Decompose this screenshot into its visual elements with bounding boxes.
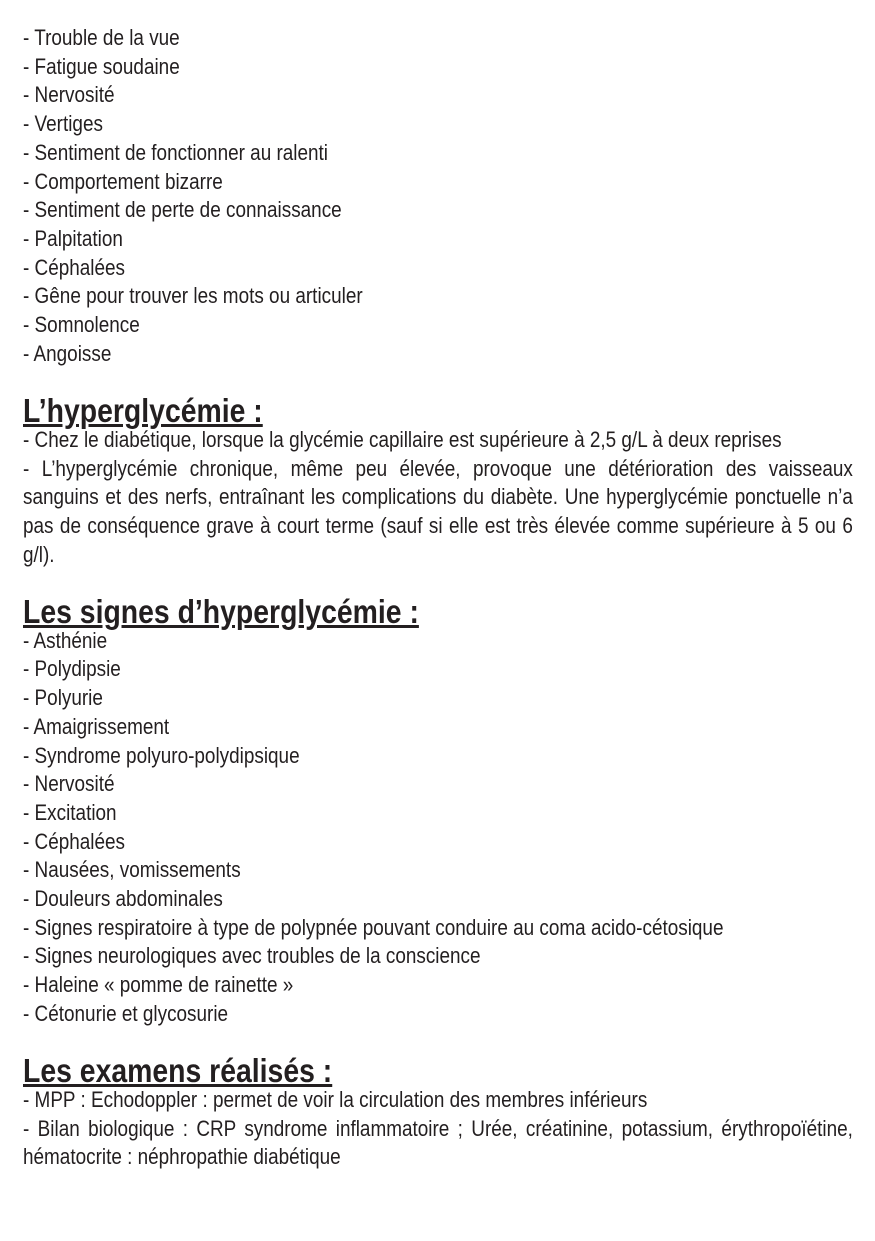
list-item: - Douleurs abdominales — [23, 886, 223, 912]
list-item: - Sentiment de perte de connaissance — [23, 197, 342, 223]
paragraph: - L’hyperglycémie chronique, même peu élevée, provoque une détérioration des vaisseaux sanguins et des nerfs, entraînant les complications du diabète. Une hyperglycémie ponctuelle n’a pas de conséquence grave à court terme (sauf si elle est très élevée comme supérieure à 5 ou 6 g/l). — [23, 455, 853, 567]
list-item: - Asthénie — [23, 627, 108, 653]
list-item: - Polydipsie — [23, 656, 121, 682]
list-item: - Polyurie — [23, 685, 103, 711]
list-item: - Signes neurologiques avec troubles de la conscience — [23, 943, 481, 969]
list-item: - Gêne pour trouver les mots ou articuler — [23, 283, 363, 309]
list-item: - Angoisse — [23, 340, 112, 366]
list-item: - Céphalées — [23, 828, 126, 854]
section-heading-exams: Les examens réalisés : — [23, 1052, 333, 1090]
paragraph: - Chez le diabétique, lorsque la glycémie capillaire est supérieure à 2,5 g/L à deux reprises — [23, 426, 782, 452]
list-item: - Vertiges — [23, 111, 103, 137]
list-item: - Cétonurie et glycosurie — [23, 1000, 229, 1026]
list-item: - Fatigue soudaine — [23, 53, 180, 79]
exams-section — [23, 1052, 853, 1172]
section-heading-hyperglycemia-signs: Les signes d’hyperglycémie : — [23, 593, 419, 631]
hyperglycemia-signs-section — [23, 593, 851, 1029]
list-item: - Excitation — [23, 799, 117, 825]
paragraph: - MPP : Echodoppler : permet de voir la circulation des membres inférieurs — [23, 1086, 648, 1112]
list-item: - Amaigrissement — [23, 713, 170, 739]
list-item: - Signes respiratoire à type de polypnée pouvant conduire au coma acido-cétosique — [23, 914, 724, 940]
list-item: - Haleine « pomme de rainette » — [23, 972, 294, 998]
hyperglycemia-section — [23, 392, 853, 569]
list-item: - Palpitation — [23, 225, 123, 251]
list-item: - Trouble de la vue — [23, 25, 180, 50]
list-item: - Céphalées — [23, 254, 126, 280]
list-item: - Sentiment de fonctionner au ralenti — [23, 139, 329, 165]
list-item: - Syndrome polyuro-polydipsique — [23, 742, 300, 768]
list-item: - Comportement bizarre — [23, 168, 223, 194]
list-item: - Nausées, vomissements — [23, 857, 241, 883]
list-item: - Somnolence — [23, 312, 140, 338]
list-item: - Nervosité — [23, 82, 115, 108]
paragraph: - Bilan biologique : CRP syndrome inflammatoire ; Urée, créatinine, potassium, érythropoïétine, hématocrite : néphropathie diabétique — [23, 1115, 853, 1170]
hypoglycemia-signs-list — [23, 24, 851, 368]
section-heading-hyperglycemia: L’hyperglycémie : — [23, 392, 263, 430]
list-item: - Nervosité — [23, 771, 115, 797]
